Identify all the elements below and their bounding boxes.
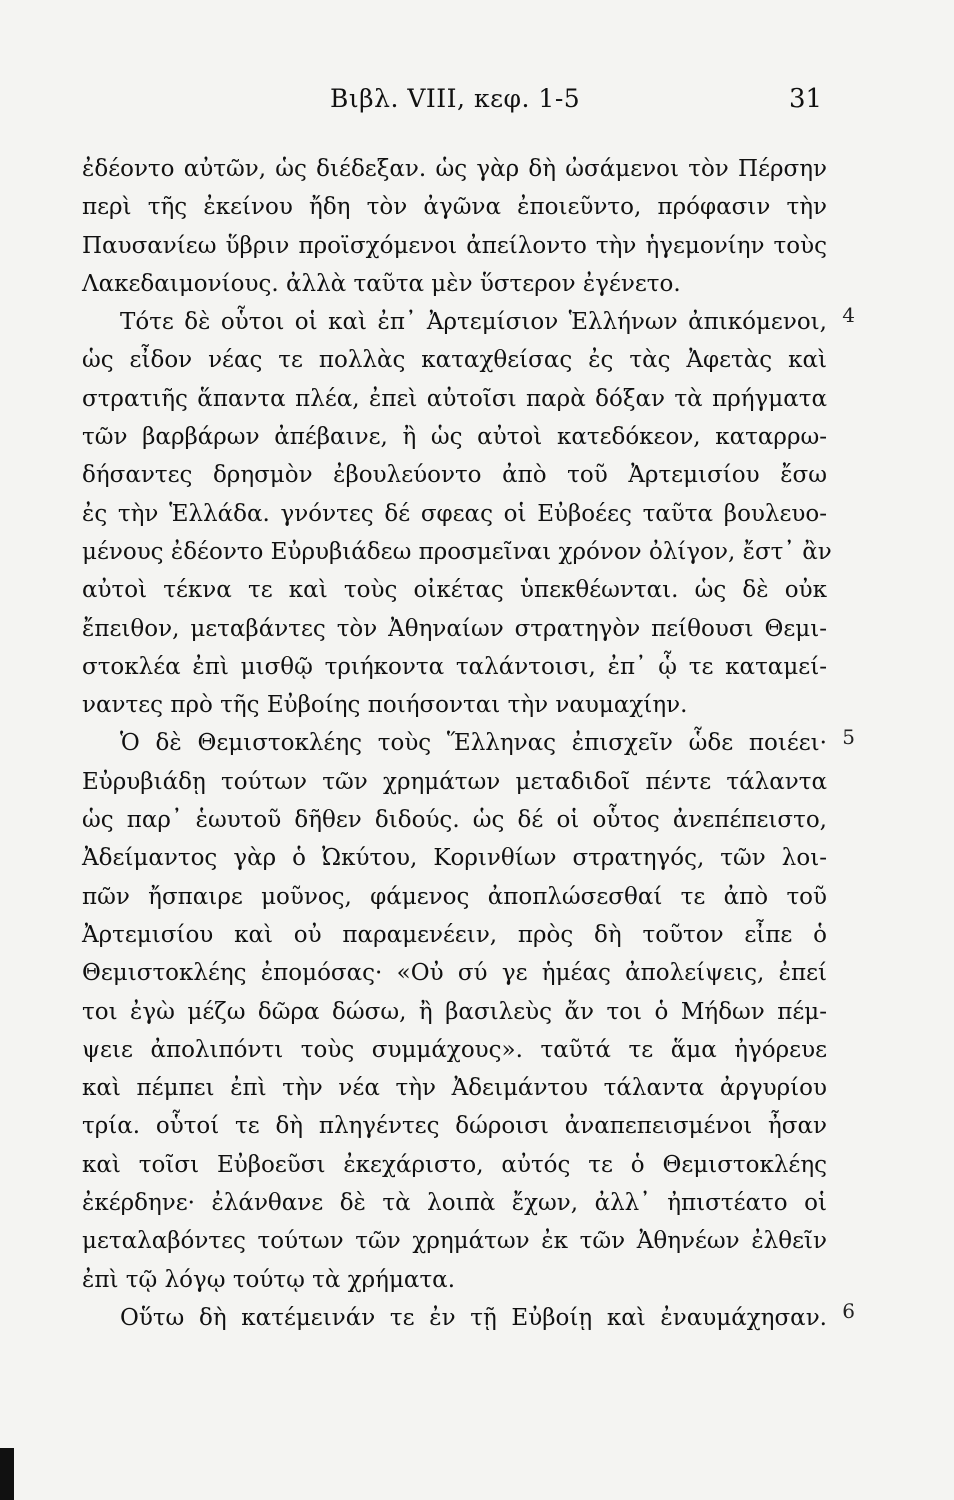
text-line: Ἀρτεμισίου καὶ οὐ παραμενέειν, πρὸς δὴ τοῦτον εἶπε ὁ	[82, 921, 827, 948]
text-line: τοι ἐγὼ μέζω δῶρα δώσω, ἢ βασιλεὺς ἄν τοι ὁ Μήδων πέμ-	[82, 998, 827, 1025]
text-line: Παυσανίεω ὕβριν προϊσχόμενοι ἀπείλοντο τὴν ἡγεμονίην τοὺς	[82, 232, 827, 259]
text-line: ἐκέρδηνε· ἐλάνθανε δὲ τὰ λοιπὰ ἔχων, ἀλλ᾽ ἠπιστέατο οἱ	[82, 1190, 827, 1217]
text-line: περὶ τῆς ἐκείνου ἤδη τὸν ἀγῶνα ἐποιεῦντο, πρόφασιν τὴν	[82, 194, 827, 221]
text-line: καὶ πέμπει ἐπὶ τὴν νέα τὴν Ἀδειμάντου τάλαντα ἀργυρίου	[82, 1075, 827, 1102]
text-line: μένους ἐδέοντο Εὐρυβιάδεω προσμεῖναι χρόνον ὀλίγον, ἔστ᾽ ἂν	[82, 538, 832, 565]
text-line: δήσαντες δρησμὸν ἐβουλεύοντο ἀπὸ τοῦ Ἀρτεμισίου ἔσω	[82, 462, 827, 489]
page-number: 31	[789, 84, 823, 114]
text-line: στοκλέα ἐπὶ μισθῷ τριήκοντα ταλάντοισι, ἐπ᾽ ᾧ τε καταμεί-	[82, 653, 827, 680]
text-line: ἔπειθον, μεταβάντες τὸν Ἀθηναίων στρατηγὸν πείθουσι Θεμι-	[82, 615, 827, 642]
text-line: Εὐρυβιάδῃ τούτων τῶν χρημάτων μεταδιδοῖ πέντε τάλαντα	[82, 768, 827, 795]
text-line: μεταλαβόντες τούτων τῶν χρημάτων ἐκ τῶν Ἀθηνέων ἐλθεῖν	[82, 1228, 827, 1255]
text-line: Τότε δὲ οὗτοι οἱ καὶ ἐπ᾽ Ἀρτεμίσιον Ἑλλήνων ἀπικόμενοι,	[120, 309, 827, 336]
text-line: ἐς τὴν Ἑλλάδα. γνόντες δέ σφεας οἱ Εὐβοέες ταῦτα βουλευο-	[82, 500, 827, 527]
text-line: καὶ τοῖσι Εὐβοεῦσι ἐκεχάριστο, αὐτός τε ὁ Θεμιστοκλέης	[82, 1151, 827, 1178]
text-line: ναντες πρὸ τῆς Εὐβοίης ποιήσονται τὴν ναυμαχίην.	[82, 692, 688, 719]
text-line: αὐτοὶ τέκνα τε καὶ τοὺς οἰκέτας ὑπεκθέωνται. ὡς δὲ οὐκ	[82, 577, 827, 604]
running-head: Βιβλ. VIII, κεφ. 1-5	[330, 84, 581, 113]
text-line: Οὕτω δὴ κατέμεινάν τε ἐν τῇ Εὐβοίῃ καὶ ἐναυμάχησαν.	[120, 1304, 827, 1331]
text-line: Ἀδείμαντος γὰρ ὁ Ὠκύτου, Κορινθίων στρατηγός, τῶν λοι-	[82, 845, 827, 872]
section-number: 6	[842, 1299, 855, 1323]
text-line: Λακεδαιμονίους. ἀλλὰ ταῦτα μὲν ὕστερον ἐγένετο.	[82, 270, 681, 297]
text-line: στρατιῆς ἅπαντα πλέα, ἐπεὶ αὐτοῖσι παρὰ δόξαν τὰ πρήγματα	[82, 385, 827, 412]
binding-edge-mark	[0, 1448, 14, 1500]
text-line: ψειε ἀπολιπόντι τοὺς συμμάχους». ταῦτά τε ἅμα ἠγόρευε	[82, 1036, 827, 1063]
body-text	[82, 150, 855, 1337]
text-line: πῶν ἤσπαιρε μοῦνος, φάμενος ἀποπλώσεσθαί τε ἀπὸ τοῦ	[82, 883, 827, 910]
section-number: 5	[842, 724, 855, 749]
text-line: ὡς εἶδον νέας τε πολλὰς καταχθείσας ἐς τὰς Ἀφετὰς καὶ	[82, 347, 827, 374]
section-number: 4	[842, 303, 855, 328]
text-line: ἐδέοντο αὐτῶν, ὡς διέδεξαν. ὡς γὰρ δὴ ὠσάμενοι τὸν Πέρσην	[82, 156, 827, 182]
text-line: ἐπὶ τῷ λόγῳ τούτῳ τὰ χρήματα.	[82, 1266, 456, 1293]
text-line: Θεμιστοκλέης ἐπομόσας· «Οὐ σύ γε ἡμέας ἀπολείψεις, ἐπεί	[82, 960, 827, 987]
text-line: Ὁ δὲ Θεμιστοκλέης τοὺς Ἕλληνας ἐπισχεῖν ὧδε ποιέει·	[120, 730, 827, 757]
text-line: ὡς παρ᾽ ἑωυτοῦ δῆθεν διδούς. ὡς δέ οἱ οὗτος ἀνεπέπειστο,	[82, 807, 827, 834]
text-line: τῶν βαρβάρων ἀπέβαινε, ἢ ὡς αὐτοὶ κατεδόκεον, καταρρω-	[82, 424, 827, 451]
page-header	[0, 84, 954, 124]
text-line: τρία. οὗτοί τε δὴ πληγέντες δώροισι ἀναπεπεισμένοι ἦσαν	[82, 1113, 827, 1140]
